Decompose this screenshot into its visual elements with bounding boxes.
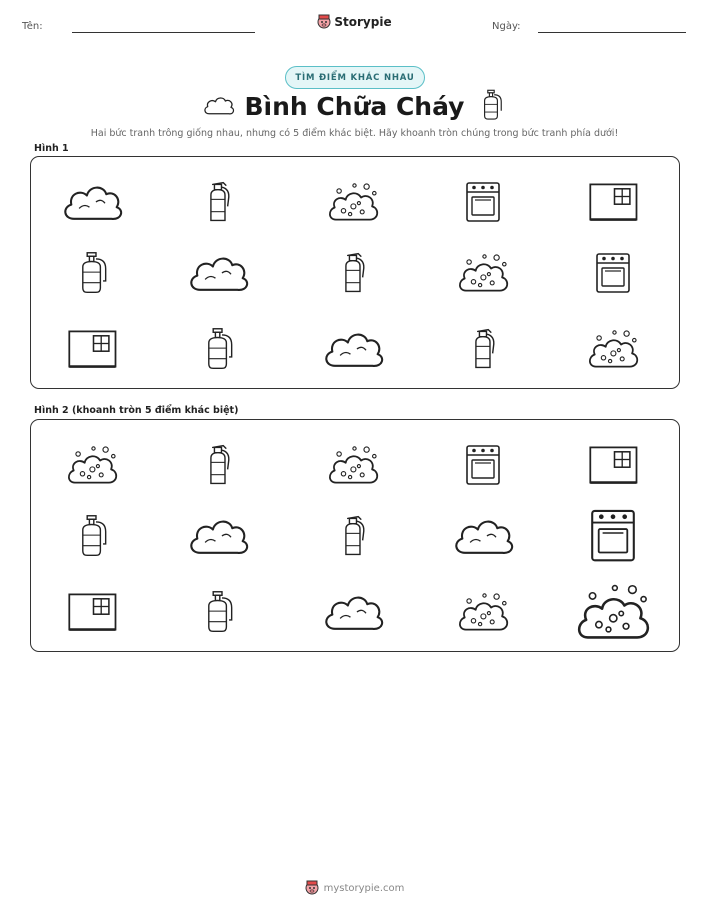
stove-drawing [593,251,633,295]
window-icon[interactable] [66,327,119,371]
canister-icon[interactable] [74,514,109,558]
bubbly-cloud-icon[interactable] [66,443,119,487]
bubbly-cloud-drawing [66,443,119,487]
stove-icon[interactable] [463,180,503,224]
stove-drawing [463,443,503,487]
extinguisher-drawing [203,443,233,487]
date-field[interactable] [538,32,686,33]
extinguisher-icon[interactable] [338,514,368,558]
date-label: Ngày: [492,21,521,32]
window-icon[interactable] [66,590,119,634]
cloud-icon[interactable] [187,251,249,295]
canister-drawing [74,251,109,295]
canister-icon[interactable] [74,251,109,295]
cloud-drawing [322,327,384,371]
name-field[interactable] [72,32,255,33]
bubbly-cloud-drawing [575,580,652,644]
pig-mascot-icon [317,14,331,30]
pig-mascot-icon [305,880,319,896]
cloud-drawing [61,180,123,224]
name-label: Tên: [22,21,43,32]
canister-icon[interactable] [200,327,235,371]
window-drawing [587,443,640,487]
panel2-label: Hình 2 (khoanh tròn 5 điểm khác biệt) [34,405,239,416]
stove-icon[interactable] [593,251,633,295]
cloud-icon[interactable] [452,514,514,558]
extinguisher-drawing [338,514,368,558]
window-icon[interactable] [587,180,640,224]
extinguisher-drawing [338,251,368,295]
bubbly-cloud-icon[interactable] [587,327,640,371]
footer-url[interactable]: mystorypie.com [323,882,405,894]
activity-badge: TÌM ĐIỂM KHÁC NHAU [285,66,425,89]
bubbly-cloud-icon[interactable] [327,180,380,224]
window-drawing [587,180,640,224]
instructions-text: Hai bức tranh trông giống nhau, nhưng có 5 điểm khác biệt. Hãy khoanh tròn chúng trong bức tranh phía dưới! [90,128,619,139]
title-canister-svg [478,89,504,121]
panel1-label: Hình 1 [34,143,69,154]
canister-icon[interactable] [200,590,235,634]
cloud-drawing [452,514,514,558]
extinguisher-icon[interactable] [468,327,498,371]
footer [0,880,709,896]
cloud-drawing [187,514,249,558]
bubbly-cloud-drawing [327,443,380,487]
window-drawing [66,327,119,371]
stove-drawing [463,180,503,224]
bubbly-cloud-drawing [457,590,510,634]
bubbly-cloud-icon[interactable] [457,590,510,634]
cloud-drawing [187,251,249,295]
cloud-icon[interactable] [322,590,384,634]
extinguisher-icon[interactable] [203,180,233,224]
bubbly-cloud-drawing [587,327,640,371]
canister-drawing [200,590,235,634]
extinguisher-icon[interactable] [338,251,368,295]
extinguisher-drawing [203,180,233,224]
bubbly-cloud-drawing [327,180,380,224]
cloud-icon[interactable] [187,514,249,558]
page-title: Bình Chữa Cháy [244,92,465,121]
stove-icon[interactable] [587,507,639,564]
stove-icon[interactable] [463,443,503,487]
brand-name: Storypie [334,15,392,29]
brand-logo [0,14,709,30]
gas-canister-icon [478,89,504,125]
bubbly-cloud-icon[interactable] [457,251,510,295]
canister-drawing [74,514,109,558]
stove-drawing [587,507,639,564]
picture-panel-1[interactable] [30,156,680,389]
cloud-drawing [322,590,384,634]
extinguisher-drawing [468,327,498,371]
window-icon[interactable] [587,443,640,487]
bubbly-cloud-drawing [457,251,510,295]
window-drawing [66,590,119,634]
picture-panel-2[interactable] [30,419,680,652]
cloud-icon[interactable] [61,180,123,224]
bubbly-cloud-icon[interactable] [327,443,380,487]
canister-drawing [200,327,235,371]
cloud-icon[interactable] [322,327,384,371]
bubbly-cloud-icon[interactable] [575,580,652,644]
extinguisher-icon[interactable] [203,443,233,487]
